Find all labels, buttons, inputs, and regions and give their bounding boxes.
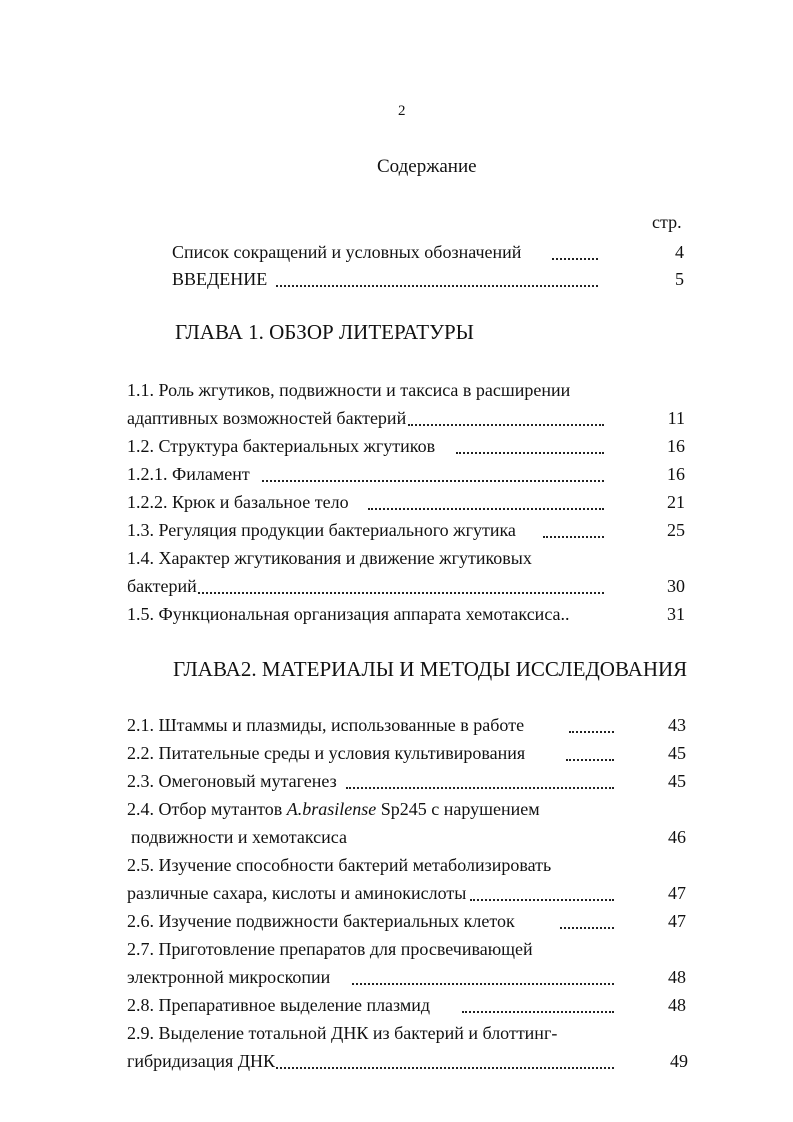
- toc-entry-page: 45: [668, 743, 686, 763]
- chapter-2-heading: ГЛАВА2. МАТЕРИАЛЫ И МЕТОДЫ ИССЛЕДОВАНИЯ: [173, 657, 688, 681]
- toc-entry-page: 46: [668, 827, 686, 847]
- dot-leader: [566, 759, 614, 761]
- chapter-1-heading: ГЛАВА 1. ОБЗОР ЛИТЕРАТУРЫ: [175, 320, 474, 344]
- toc-entry-page: 5: [675, 269, 684, 289]
- toc-entry-text-cont: гибридизация ДНК: [127, 1051, 276, 1071]
- toc-entry-text-part: Sp245 с нарушением: [376, 799, 540, 819]
- toc-entry-text: 1.2. Структура бактериальных жгутиков: [127, 436, 436, 456]
- toc-entry-text: 1.3. Регуляция продукции бактериального жгутика: [127, 520, 516, 540]
- toc-entry-text: ВВЕДЕНИЕ: [172, 269, 268, 289]
- toc-entry-text: [127, 800, 540, 818]
- dot-leader: [543, 536, 604, 538]
- toc-entry-text: 1.2.2. Крюк и базальное тело: [127, 492, 349, 512]
- toc-entry-text-cont: бактерий: [127, 576, 197, 596]
- dot-leader: [569, 731, 614, 733]
- toc-entry-page: 4: [675, 242, 684, 262]
- toc-entry-page: 11: [667, 408, 685, 428]
- toc-entry-page: 48: [668, 995, 686, 1015]
- toc-entry-text: 2.6. Изучение подвижности бактериальных клеток: [127, 911, 515, 931]
- toc-entry-page: 48: [668, 967, 686, 987]
- toc-entry-page: 30: [667, 576, 685, 596]
- toc-entry-text: 2.7. Приготовление препаратов для просвечивающей: [127, 939, 533, 959]
- dot-leader: [346, 787, 614, 789]
- toc-entry-text-cont: адаптивных возможностей бактерий: [127, 408, 407, 428]
- toc-entry-text: 2.5. Изучение способности бактерий метаболизировать: [127, 855, 552, 875]
- page-title: Содержание: [377, 156, 477, 177]
- dot-leader: [470, 899, 614, 901]
- toc-entry-page: 31: [667, 604, 685, 624]
- page-number: 2: [398, 103, 406, 119]
- toc-entry-text: 1.4. Характер жгутикования и движение жгутиковых: [127, 548, 532, 568]
- toc-entry-page: 49: [670, 1051, 688, 1071]
- dot-leader: [368, 508, 604, 510]
- toc-entry-text-cont: различные сахара, кислоты и аминокислоты: [127, 883, 467, 903]
- dot-leader: [276, 285, 598, 287]
- toc-entry-page: 21: [667, 492, 685, 512]
- toc-entry-page: 47: [668, 883, 686, 903]
- dot-leader: [552, 258, 598, 260]
- toc-entry-page: 43: [668, 715, 686, 735]
- dot-leader: [198, 592, 604, 594]
- dot-leader: [456, 452, 604, 454]
- toc-entry-page: 45: [668, 771, 686, 791]
- species-name: A.brasilense: [286, 799, 377, 819]
- dot-leader: [352, 983, 614, 985]
- toc-entry-text-cont: подвижности и хемотаксиса: [131, 827, 347, 847]
- toc-entry-page: 47: [668, 911, 686, 931]
- toc-entry-page: 16: [667, 436, 685, 456]
- toc-entry-text-part: 2.4. Отбор мутантов: [127, 799, 287, 819]
- dot-leader: [276, 1067, 614, 1069]
- toc-entry-text: 2.1. Штаммы и плазмиды, использованные в работе: [127, 715, 525, 735]
- toc-entry-page: 25: [667, 520, 685, 540]
- toc-entry-text: 2.2. Питательные среды и условия культивирования: [127, 743, 526, 763]
- toc-entry-text: 2.9. Выделение тотальной ДНК из бактерий и блоттинг-: [127, 1023, 558, 1043]
- dot-leader: [560, 927, 614, 929]
- toc-entry-text: Список сокращений и условных обозначений: [172, 242, 522, 262]
- toc-entry-text: 2.3. Омегоновый мутагенез: [127, 771, 337, 791]
- toc-entry-text: 1.1. Роль жгутиков, подвижности и таксиса в расширении: [127, 380, 571, 400]
- toc-entry-text: 1.2.1. Филамент: [127, 464, 250, 484]
- toc-entry-text: 1.5. Функциональная организация аппарата хемотаксиса..: [127, 604, 570, 624]
- dot-leader: [408, 424, 604, 426]
- page-column-label: стр.: [652, 212, 682, 232]
- dot-leader: [462, 1011, 614, 1013]
- toc-entry-page: 16: [667, 464, 685, 484]
- dot-leader: [262, 480, 604, 482]
- toc-entry-text: 2.8. Препаративное выделение плазмид: [127, 995, 431, 1015]
- toc-entry-text-cont: электронной микроскопии: [127, 967, 331, 987]
